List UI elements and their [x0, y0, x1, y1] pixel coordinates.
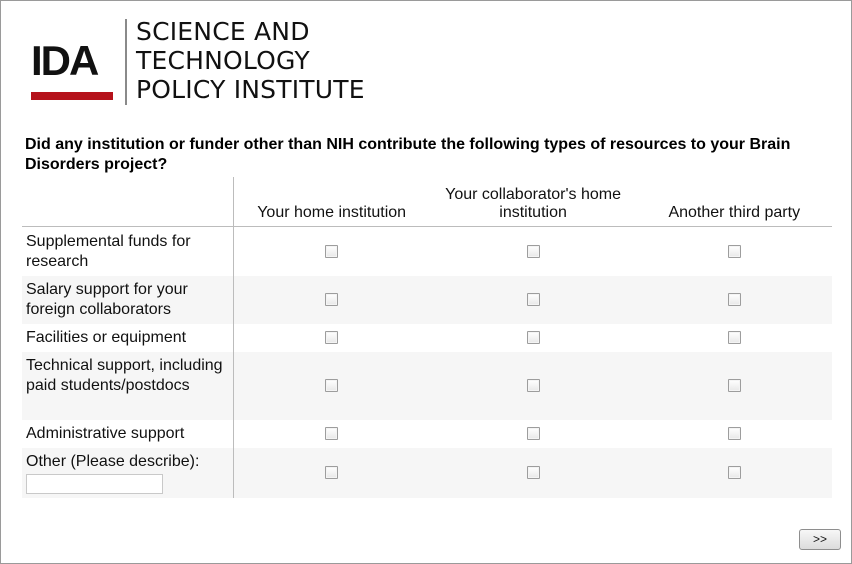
- logo-line-3: POLICY INSTITUTE: [136, 75, 365, 104]
- resource-matrix: [22, 177, 832, 498]
- row-label: Facilities or equipment: [22, 324, 233, 352]
- matrix-row-salary-support: [22, 276, 832, 324]
- column-header-home-institution: Your home institution: [233, 177, 430, 227]
- matrix-row-administrative-support: [22, 420, 832, 448]
- checkbox-supplemental-third-party[interactable]: [728, 245, 741, 258]
- checkbox-technical-collaborator[interactable]: [527, 379, 540, 392]
- matrix-header-stub: [22, 177, 233, 227]
- logo-line-2: TECHNOLOGY: [136, 46, 310, 75]
- matrix-row-facilities: [22, 324, 832, 352]
- logo-divider: [125, 19, 127, 105]
- row-label-other: [22, 448, 233, 498]
- checkbox-facilities-home[interactable]: [325, 331, 338, 344]
- checkbox-facilities-collaborator[interactable]: [527, 331, 540, 344]
- row-label: Salary support for your foreign collaborators: [22, 276, 233, 324]
- logo-line-1: SCIENCE AND: [136, 17, 310, 46]
- matrix-row-other: [22, 448, 832, 498]
- checkbox-salary-home[interactable]: [325, 293, 338, 306]
- checkbox-technical-home[interactable]: [325, 379, 338, 392]
- logo-institute-name: [136, 17, 365, 104]
- checkbox-admin-third-party[interactable]: [728, 427, 741, 440]
- matrix-row-supplemental-funds: [22, 227, 832, 277]
- row-label: Other (Please describe):: [26, 453, 200, 470]
- checkbox-technical-third-party[interactable]: [728, 379, 741, 392]
- next-button[interactable]: >>: [799, 529, 841, 550]
- checkbox-admin-collaborator[interactable]: [527, 427, 540, 440]
- logo-mark: IDA: [31, 37, 98, 84]
- row-label: Supplemental funds for research: [22, 227, 233, 277]
- checkbox-supplemental-home[interactable]: [325, 245, 338, 258]
- other-describe-input[interactable]: [26, 474, 163, 494]
- matrix-row-technical-support: [22, 352, 832, 420]
- row-label: Technical support, including paid students/postdocs: [22, 352, 233, 420]
- checkbox-facilities-third-party[interactable]: [728, 331, 741, 344]
- column-header-collaborator-institution: Your collaborator's home institution: [430, 177, 637, 227]
- checkbox-salary-collaborator[interactable]: [527, 293, 540, 306]
- row-label: Administrative support: [22, 420, 233, 448]
- logo-red-bar: [31, 92, 113, 100]
- column-header-third-party: Another third party: [637, 177, 832, 227]
- checkbox-admin-home[interactable]: [325, 427, 338, 440]
- checkbox-other-home[interactable]: [325, 466, 338, 479]
- question-text: Did any institution or funder other than NIH contribute the following types of resources to your Brain Disorders project?: [25, 136, 791, 173]
- checkbox-salary-third-party[interactable]: [728, 293, 741, 306]
- ida-logo: [31, 19, 371, 109]
- checkbox-supplemental-collaborator[interactable]: [527, 245, 540, 258]
- matrix-header-row: [22, 177, 832, 227]
- checkbox-other-third-party[interactable]: [728, 466, 741, 479]
- checkbox-other-collaborator[interactable]: [527, 466, 540, 479]
